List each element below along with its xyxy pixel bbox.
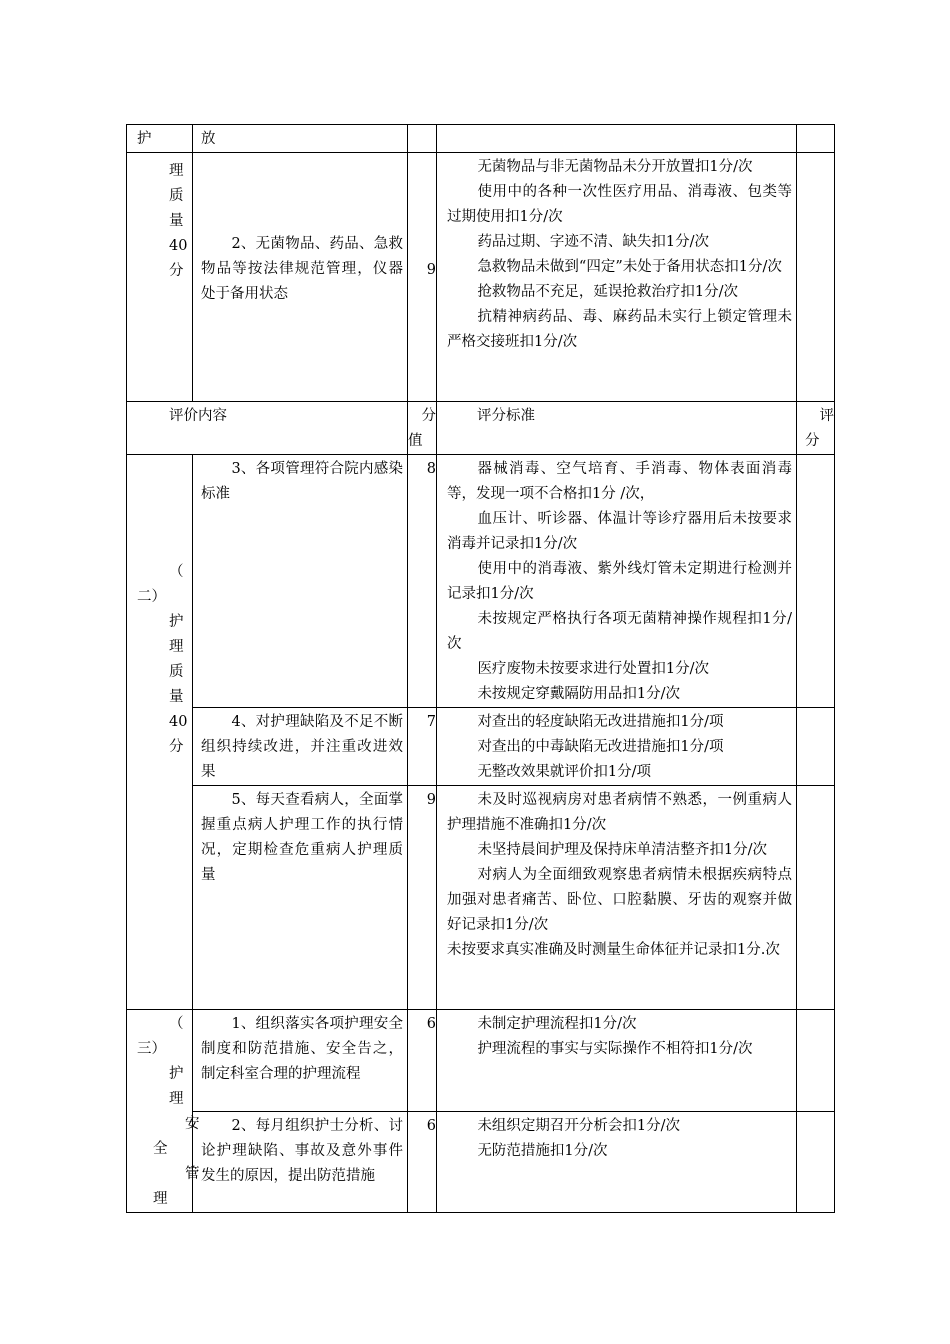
category-line: 40 — [169, 238, 188, 254]
score-cell — [408, 786, 437, 1010]
header-standard — [437, 402, 797, 455]
item-text: 4、对护理缺陷及不足不断组织持续改进，并注重改进效果 — [201, 714, 403, 780]
standard-cell — [437, 786, 797, 1010]
header-eval-bottom: 分 — [805, 433, 820, 449]
eval-cell — [797, 1112, 835, 1213]
standard-line: 器械消毒、空气培育、手消毒、物体表面消毒等，发现一项不合格扣1分 /次， — [447, 461, 792, 502]
standard-line: 未坚持晨间护理及保持床单清洁整齐扣1分/次 — [477, 842, 768, 858]
standard-line: 无整改效果就评价扣1分/项 — [477, 764, 652, 780]
header-content-label: 评价内容 — [169, 408, 227, 424]
score-cell — [408, 153, 437, 402]
table-row — [127, 786, 835, 1010]
eval-cell — [797, 786, 835, 1010]
item-cell — [193, 1112, 408, 1213]
table-row — [127, 1010, 835, 1112]
item-cell — [193, 1010, 408, 1112]
score-cell — [408, 1112, 437, 1213]
standard-line: 对查出的轻度缺陷无改进措施扣1分/项 — [477, 714, 724, 730]
standard-cell — [437, 1010, 797, 1112]
score-cell — [408, 1010, 437, 1112]
standard-line: 未按规定严格执行各项无菌精神操作规程扣1分/次 — [447, 611, 792, 652]
item-text: 1、组织落实各项护理安全制度和防范措施、安全告之，制定科室合理的护理流程 — [201, 1016, 403, 1082]
category-line: 40 — [169, 714, 188, 730]
item-cell — [193, 708, 408, 786]
category-cell — [127, 153, 193, 402]
category-line: 分 — [169, 263, 184, 279]
standard-line: 无菌物品与非无菌物品未分开放置扣1分/次 — [477, 159, 753, 175]
standard-line: 医疗废物未按要求进行处置扣1分/次 — [477, 661, 710, 677]
category-line: 护 — [169, 1066, 184, 1082]
header-row — [127, 402, 835, 455]
header-eval-top: 评 — [819, 408, 834, 424]
standard-line: 急救物品未做到“四定”未处于备用状态扣1分/次 — [477, 259, 782, 275]
standard-line: 未按规定穿戴隔防用品扣1分/次 — [477, 686, 681, 702]
score-value: 7 — [426, 714, 436, 730]
category-line: 分 — [169, 739, 184, 755]
category-line: 护 — [137, 131, 152, 147]
category-line: （ — [169, 1016, 184, 1032]
standard-line: 对病人为全面细致观察患者病情未根据疾病特点加强对患者痛苦、卧位、口腔黏膜、牙齿的观察并做好记录扣1分/次 — [447, 867, 792, 933]
header-score-bottom: 值 — [408, 433, 423, 449]
eval-cell — [797, 153, 835, 402]
standard-line: 血压计、听诊器、体温计等诊疗器用后未按要求消毒并记录扣1分/次 — [447, 511, 792, 552]
category-line: 三） — [137, 1041, 166, 1057]
eval-cell — [797, 708, 835, 786]
table-row — [127, 1112, 835, 1213]
standard-line: 对查出的中毒缺陷无改进措施扣1分/项 — [477, 739, 724, 755]
score-value: 9 — [426, 261, 436, 278]
item-cell — [193, 786, 408, 1010]
category-line: 全 — [153, 1141, 168, 1157]
score-value: 9 — [426, 792, 436, 808]
eval-cell — [797, 455, 835, 708]
category-cell — [127, 125, 193, 153]
standard-line: 使用中的消毒液、紫外线灯管未定期进行检测并记录扣1分/次 — [447, 561, 792, 602]
category-line: 二） — [137, 589, 166, 605]
score-value: 8 — [426, 461, 436, 477]
category-cell — [127, 455, 193, 1010]
category-line: 质 — [169, 188, 184, 204]
item-text: 放 — [201, 131, 216, 147]
standard-line: 未组织定期召开分析会扣1分/次 — [477, 1118, 681, 1134]
table-row — [127, 708, 835, 786]
score-cell — [408, 455, 437, 708]
category-line: 理 — [169, 1091, 184, 1107]
score-value: 6 — [426, 1118, 436, 1134]
item-cell — [193, 455, 408, 708]
standard-line: 未及时巡视病房对患者病情不熟悉，一例重病人护理措施不准确扣1分/次 — [447, 792, 792, 833]
header-content — [127, 402, 408, 455]
standard-line: 未按要求真实准确及时测量生命体征并记录扣1分.次 — [447, 942, 780, 958]
nursing-quality-table — [126, 124, 835, 1213]
standard-line: 抗精神病药品、毒、麻药品未实行上锁定管理未严格交接班扣1分/次 — [447, 309, 792, 350]
score-cell — [408, 708, 437, 786]
category-line: （ — [169, 564, 184, 580]
category-line: 理 — [153, 1191, 168, 1207]
score-cell — [408, 125, 437, 153]
standard-cell — [437, 1112, 797, 1213]
standard-cell — [437, 125, 797, 153]
category-line: 质 — [169, 664, 184, 680]
category-line: 安 — [185, 1116, 200, 1132]
header-standard-label: 评分标准 — [477, 408, 535, 424]
header-score — [408, 402, 437, 455]
standard-line: 无防范措施扣1分/次 — [477, 1143, 608, 1159]
item-text: 3、各项管理符合院内感染标准 — [201, 461, 403, 502]
category-line: 理 — [169, 639, 184, 655]
table-row — [127, 125, 835, 153]
standard-line: 药品过期、字迹不清、缺失扣1分/次 — [477, 234, 710, 250]
header-eval — [797, 402, 835, 455]
standard-line: 护理流程的事实与实际操作不相符扣1分/次 — [477, 1041, 753, 1057]
standard-cell — [437, 455, 797, 708]
category-line: 理 — [169, 163, 184, 179]
standard-line: 使用中的各种一次性医疗用品、消毒液、包类等过期使用扣1分/次 — [447, 184, 792, 225]
category-line: 量 — [169, 689, 184, 705]
table-row — [127, 455, 835, 708]
score-value: 6 — [426, 1016, 436, 1032]
item-text: 2、每月组织护士分析、讨论护理缺陷、事故及意外事件发生的原因，提出防范措施 — [201, 1118, 403, 1184]
standard-cell — [437, 708, 797, 786]
category-cell — [127, 1010, 200, 1213]
item-cell — [193, 153, 408, 402]
eval-cell — [797, 1010, 835, 1112]
category-line: 管 — [185, 1166, 200, 1182]
item-text: 2、无菌物品、药品、急救物品等按法律规范管理，仪器处于备用状态 — [201, 235, 403, 302]
standard-line: 抢救物品不充足，延误抢救治疗扣1分/次 — [477, 284, 739, 300]
standard-line: 未制定护理流程扣1分/次 — [477, 1016, 637, 1032]
header-score-top: 分 — [421, 408, 436, 424]
item-cell — [193, 125, 408, 153]
category-line: 量 — [169, 213, 184, 229]
item-text: 5、每天查看病人，全面掌握重点病人护理工作的执行情况，定期检查危重病人护理质量 — [201, 792, 403, 883]
table-row — [127, 153, 835, 402]
eval-cell — [797, 125, 835, 153]
category-line: 护 — [169, 614, 184, 630]
standard-cell — [437, 153, 797, 402]
